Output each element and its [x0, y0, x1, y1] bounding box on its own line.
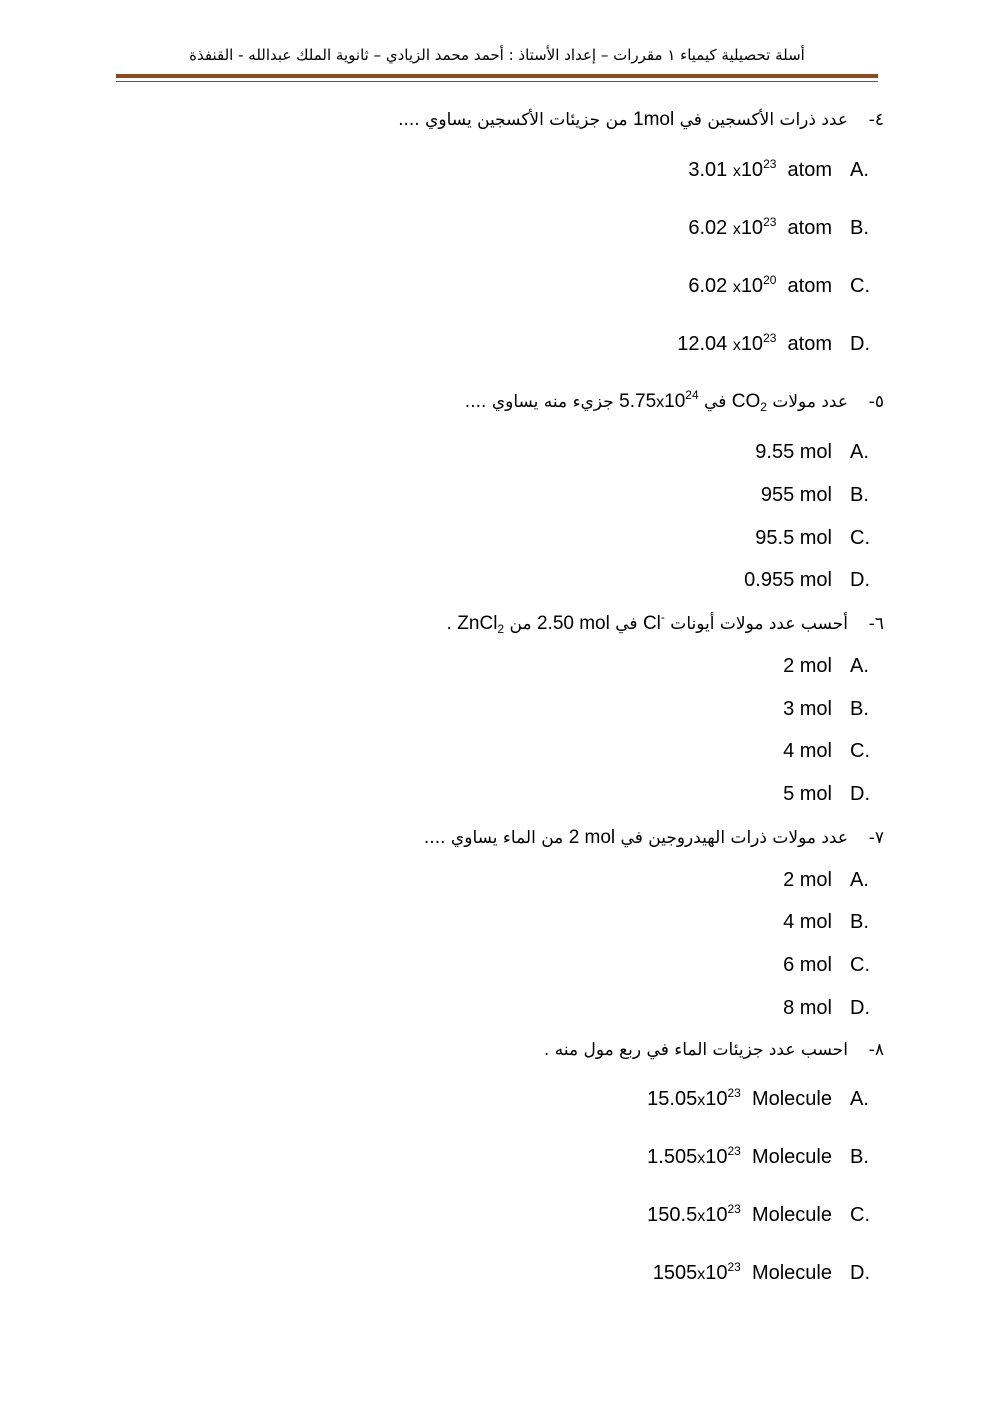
page-header: أسلة تحصيلية كيمياء ١ مقررات – إعداد الأستاذ : أحمد محمد الزيادي – ثانوية الملك عبدالله - القنفذة — [189, 46, 805, 64]
question-number: ٦- — [868, 614, 884, 634]
option-letter: D. — [850, 997, 870, 1019]
answer-option[interactable]: $15.05x10^{23}$ Molecule A. — [647, 1087, 886, 1113]
question-8 — [544, 1038, 884, 1062]
answer-option[interactable]: 0.955 mol D. — [744, 568, 886, 592]
option-letter: C. — [850, 275, 870, 297]
answer-option[interactable]: 6.02 $x10^{23}$ atom B. — [688, 216, 886, 242]
option-letter: D. — [850, 1262, 870, 1284]
option-letter: B. — [850, 217, 869, 239]
answer-option[interactable]: 955 mol B. — [761, 483, 886, 507]
option-letter: C. — [850, 740, 870, 762]
answer-option[interactable]: $1505x10^{23}$ Molecule D. — [653, 1261, 886, 1287]
option-letter: D. — [850, 569, 870, 591]
option-letter: C. — [850, 1204, 870, 1226]
question-6: ٦-أحسب عدد مولات أيونات Cl- في 2.50 mol من ZnCl$_2$ . — [446, 610, 884, 636]
answer-option[interactable]: $1.505x10^{23}$ Molecule B. — [647, 1145, 886, 1171]
answer-option[interactable]: 6.02 $x10^{20}$ atom C. — [688, 274, 886, 300]
question-5: ٥-عدد مولات $CO_2$ في $5.75x10^{24}$ جزيء منه يساوي .... — [464, 388, 884, 414]
scientific-number: $5.75x10^{24}$ — [619, 388, 699, 412]
option-letter: C. — [850, 527, 870, 549]
question-number: ٤- — [868, 110, 884, 130]
answer-option[interactable]: 2 mol A. — [783, 654, 886, 678]
answer-option[interactable]: 2 mol A. — [783, 868, 886, 892]
question-7: ٧-عدد مولات ذرات الهيدروجين في 2 mol من الماء يساوي .... — [423, 827, 884, 848]
question-text: من جزيئات الأكسجين يساوي .... — [398, 110, 634, 130]
question-number: ٨- — [868, 1040, 884, 1060]
answer-option[interactable]: 5 mol D. — [783, 782, 886, 806]
answer-option[interactable]: 4 mol B. — [783, 910, 886, 934]
answer-option[interactable]: 3.01 $x10^{23}$ atom A. — [688, 158, 886, 184]
question-inline-value: 1mol — [633, 109, 675, 130]
question-4 — [398, 108, 884, 132]
chemical-formula: ZnCl$_2$ — [457, 613, 505, 636]
question-number: ٧- — [868, 828, 884, 848]
option-letter: B. — [850, 1146, 869, 1168]
option-letter: A. — [850, 1088, 869, 1110]
header-divider-thin — [116, 81, 878, 82]
option-letter: D. — [850, 333, 870, 355]
option-letter: A. — [850, 159, 869, 181]
ion-formula: Cl- — [642, 610, 665, 634]
answer-option[interactable]: 12.04 $x10^{23}$ atom D. — [677, 332, 886, 358]
answer-option[interactable]: 8 mol D. — [783, 996, 886, 1020]
answer-option[interactable]: 95.5 mol C. — [755, 526, 886, 550]
option-letter: B. — [850, 484, 869, 506]
chemical-formula: $CO_2$ — [731, 391, 767, 414]
answer-option[interactable]: 3 mol B. — [783, 697, 886, 721]
option-letter: B. — [850, 911, 869, 933]
question-number: ٥- — [868, 392, 884, 412]
option-letter: A. — [850, 655, 869, 677]
option-letter: A. — [850, 869, 869, 891]
question-text: عدد ذرات الأكسجين في — [674, 110, 848, 130]
option-letter: B. — [850, 698, 869, 720]
header-divider-thick — [116, 74, 878, 78]
option-letter: C. — [850, 954, 870, 976]
answer-option[interactable]: $150.5x10^{23}$ Molecule C. — [647, 1203, 886, 1229]
answer-option[interactable]: 9.55 mol A. — [755, 440, 886, 464]
option-letter: A. — [850, 441, 869, 463]
answer-option[interactable]: 4 mol C. — [783, 739, 886, 763]
answer-option[interactable]: 6 mol C. — [783, 953, 886, 977]
option-letter: D. — [850, 783, 870, 805]
question-text: احسب عدد جزيئات الماء في ربع مول منه . — [543, 1040, 848, 1060]
